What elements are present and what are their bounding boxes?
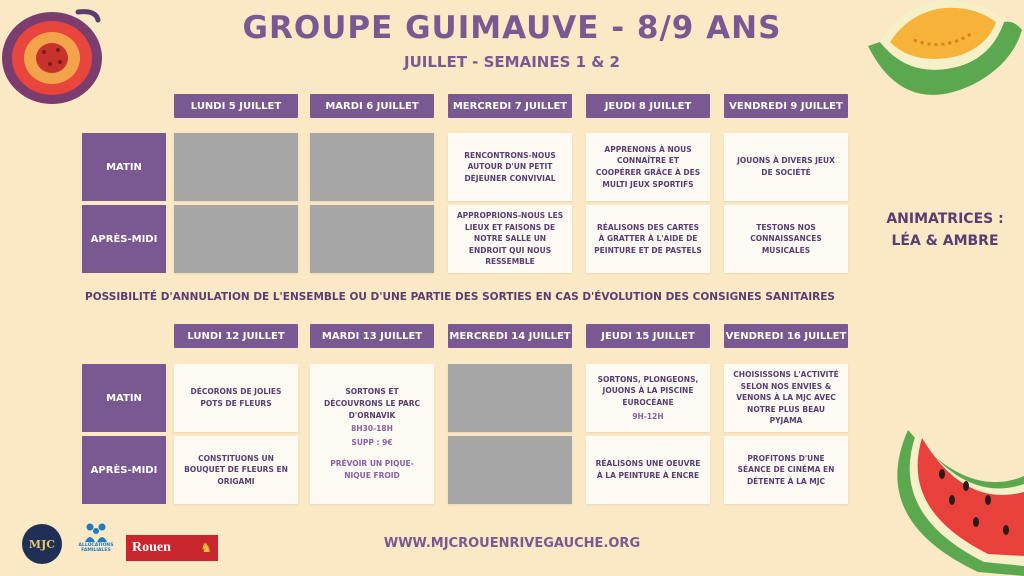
day-header-w2-fri: VENDREDI 16 JUILLET [724, 324, 848, 348]
activity-text: PROFITONS D'UNE SÉANCE DE CINÉMA EN DÉTENTE À LA MJC [737, 453, 835, 486]
website-link[interactable]: WWW.MJCROUENRIVEGAUCHE.ORG [383, 536, 641, 551]
page-title: GROUPE GUIMAUVE - 8/9 ANS [242, 10, 782, 46]
rouen-logo [126, 535, 218, 561]
activity-text: APPRENONS À NOUS CONNAÎTRE ET COOPÉRER GRÂCE À DES MULTI JEUX SPORTIFS [595, 144, 701, 189]
activity-note: PRÉVOIR UN PIQUE-NIQUE FROID [330, 459, 414, 481]
activity-text: CONSTITUONS UN BOUQUET DE FLEURS EN ORIGAMI [184, 453, 288, 486]
cell-w1-tue-morning [310, 133, 434, 201]
day-header-w2-mon: LUNDI 12 JUILLET [174, 324, 298, 348]
row-header-w1-afternoon: APRÈS-MIDI [82, 205, 166, 273]
cell-w1-mon-afternoon [174, 205, 298, 273]
day-header-w2-wed: MERCREDI 14 JUILLET [448, 324, 572, 348]
day-header-w1-mon: LUNDI 5 JUILLET [174, 94, 298, 118]
animatrices-block [880, 208, 1010, 253]
activity-text: TESTONS NOS CONNAISSANCES MUSICALES [750, 222, 822, 255]
day-header-w2-thu: JEUDI 15 JUILLET [586, 324, 710, 348]
sanitary-notice: POSSIBILITÉ D'ANNULATION DE L'ENSEMBLE OU D'UNE PARTIE DES SORTIES EN CAS D'ÉVOLUTION DES CONSIGNES SANITAIRES [85, 291, 835, 303]
cell-w2-thu-afternoon [586, 436, 710, 504]
cell-w1-tue-afternoon [310, 205, 434, 273]
activity-text: RÉALISONS UNE OEUVRE À LA PEINTURE À ENCRE [595, 459, 701, 480]
caf-family-icon [83, 522, 109, 544]
cell-w2-tue-fullday [310, 364, 434, 504]
activity-text: RÉALISONS DES CARTES À GRATTER À L'AIDE DE PEINTURE ET DE PASTELS [594, 222, 702, 255]
activity-text: RENCONTRONS-NOUS AUTOUR D'UN PETIT DÉJEUNER CONVIVIAL [464, 150, 556, 183]
activity-text: JOUONS À DIVERS JEUX DE SOCIÉTÉ [737, 156, 835, 177]
day-header-w1-fri: VENDREDI 9 JUILLET [724, 94, 848, 118]
caf-logo [76, 522, 116, 566]
day-header-w1-tue: MARDI 6 JUILLET [310, 94, 434, 118]
mjc-logo-text: MJC [28, 537, 56, 551]
animatrices-names: LÉA & AMBRE [891, 233, 999, 250]
activity-supplement: SUPP : 9€ [351, 437, 393, 447]
activity-hours: 9H-12H [632, 411, 664, 421]
mjc-logo [22, 524, 62, 564]
activity-text: SORTONS ET DÉCOUVRONS LE PARC D'ORNAVIK [324, 387, 420, 420]
cell-w2-mon-afternoon [174, 436, 298, 504]
activity-text: CHOISISSONS L'ACTIVITÉ SELON NOS ENVIES & VENONS À LA MJC AVEC NOTRE PLUS BEAU PYJAMA [733, 369, 839, 426]
cell-w1-wed-afternoon [448, 205, 572, 273]
caf-logo-text: ALLOCATIONS FAMILIALES [78, 543, 114, 553]
activity-text: APPROPRIONS-NOUS LES LIEUX ET FAISONS DE NOTRE SALLE UN ENDROIT QUI NOUS RESSEMBLE [456, 210, 564, 267]
rouen-lamb-icon: ♞ [200, 540, 212, 556]
cell-w2-wed-morning [448, 364, 572, 432]
row-header-w2-afternoon: APRÈS-MIDI [82, 436, 166, 504]
cell-w2-wed-afternoon [448, 436, 572, 504]
activity-text: SORTONS, PLONGEONS, JOUONS À LA PISCINE EUROCÉANE [597, 374, 699, 407]
cell-w2-thu-morning [586, 364, 710, 432]
cell-w2-fri-morning [724, 364, 848, 432]
row-header-w2-morning: MATIN [82, 364, 166, 432]
cell-w1-thu-afternoon [586, 205, 710, 273]
rouen-logo-text: Rouen [132, 540, 171, 555]
cell-w1-thu-morning [586, 133, 710, 201]
watermelon-icon [888, 430, 1024, 576]
page-subtitle: JUILLET - SEMAINES 1 & 2 [404, 53, 620, 71]
activity-text: DÉCORONS DE JOLIES POTS DE FLEURS [190, 387, 282, 408]
cell-w1-mon-morning [174, 133, 298, 201]
day-header-w1-thu: JEUDI 8 JUILLET [586, 94, 710, 118]
cell-w1-wed-morning [448, 133, 572, 201]
cell-w2-fri-afternoon [724, 436, 848, 504]
day-header-w1-wed: MERCREDI 7 JUILLET [448, 94, 572, 118]
cell-w2-mon-morning [174, 364, 298, 432]
row-header-w1-morning: MATIN [82, 133, 166, 201]
activity-hours: 8H30-18H [351, 424, 393, 434]
animatrices-label: ANIMATRICES : [886, 211, 1004, 227]
cell-w1-fri-afternoon [724, 205, 848, 273]
day-header-w2-tue: MARDI 13 JUILLET [310, 324, 434, 348]
cell-w1-fri-morning [724, 133, 848, 201]
